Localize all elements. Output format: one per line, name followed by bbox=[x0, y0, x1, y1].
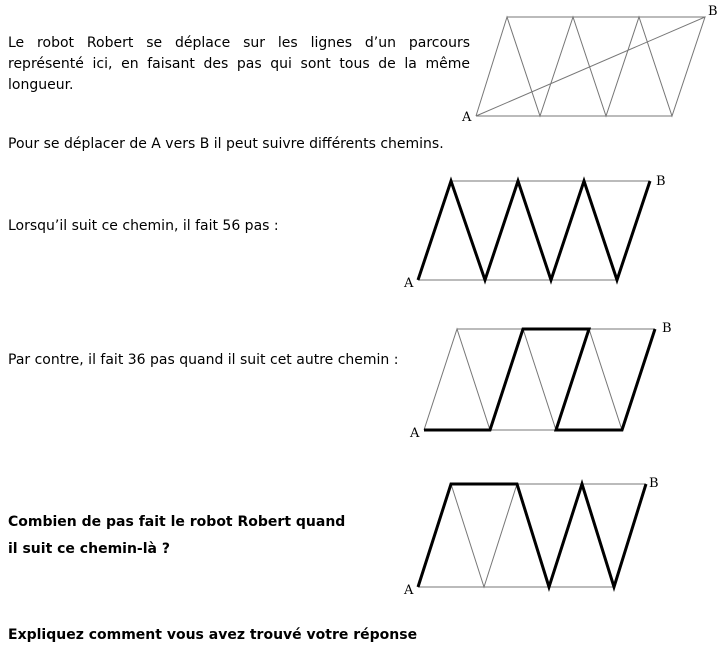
course-label-a: A bbox=[462, 110, 472, 125]
path2-label-b: B bbox=[662, 321, 672, 336]
course-label-b: B bbox=[708, 4, 718, 19]
path2-label-a: A bbox=[410, 426, 420, 441]
path1-label-a: A bbox=[404, 276, 414, 291]
paths-sentence: Pour se déplacer de A vers B il peut suivre différents chemins. bbox=[8, 136, 444, 152]
path3-route bbox=[418, 484, 646, 587]
intro-line-3: longueur. bbox=[8, 77, 74, 93]
intro-line-1: Le robot Robert se déplace sur les lignes d’un parcours bbox=[8, 35, 470, 51]
intro-line-2: représenté ici, en faisant des pas qui sont tous de la même bbox=[8, 56, 470, 72]
path1-label-b: B bbox=[656, 174, 666, 189]
path2-sentence: Par contre, il fait 36 pas quand il suit cet autre chemin : bbox=[8, 352, 399, 368]
question-line-2: il suit ce chemin-là ? bbox=[8, 541, 170, 557]
explain-instruction: Expliquez comment vous avez trouvé votre réponse bbox=[8, 627, 418, 643]
path3-label-a: A bbox=[404, 583, 414, 598]
path3-label-b: B bbox=[649, 476, 659, 491]
question-line-1: Combien de pas fait le robot Robert quand bbox=[8, 514, 346, 530]
path1-sentence: Lorsqu’il suit ce chemin, il fait 56 pas : bbox=[8, 218, 279, 234]
